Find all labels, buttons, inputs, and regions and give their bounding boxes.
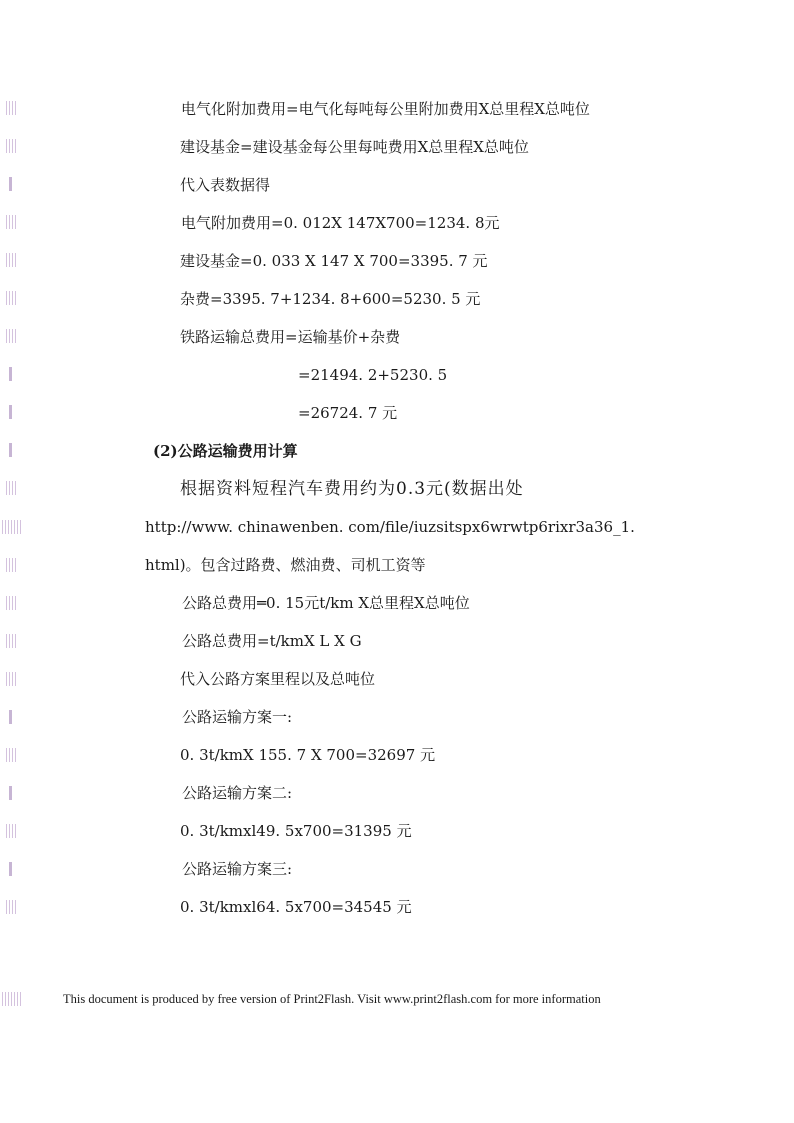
print2flash-footer-notice: This document is produced by free version of Print2Flash. Visit www.print2flash.com for more information bbox=[63, 992, 601, 1006]
margin-artifact bbox=[6, 291, 18, 305]
calc-rail-total-result: =26724. 7 元 bbox=[298, 404, 398, 422]
calc-electrification-fee: 电气附加费用=0. 012X 147X700=1234. 8元 bbox=[181, 214, 500, 232]
margin-artifact bbox=[6, 329, 18, 343]
formula-road-total-rate: 公路总费用═0. 15元t/km X总里程X总吨位 bbox=[182, 594, 470, 612]
margin-artifact bbox=[6, 900, 18, 914]
formula-rail-total: 铁路运输总费用=运输基价+杂费 bbox=[180, 328, 401, 346]
formula-road-total-symbolic: 公路总费用=t/kmX L X G bbox=[182, 632, 362, 650]
calc-misc-fees: 杂费=3395. 7+1234. 8+600=5230. 5 元 bbox=[180, 290, 481, 308]
margin-artifact bbox=[6, 101, 18, 115]
formula-construction-fund: 建设基金=建设基金每公里每吨费用X总里程X总吨位 bbox=[180, 138, 529, 156]
margin-artifact bbox=[9, 443, 12, 457]
margin-artifact bbox=[6, 596, 18, 610]
source-url: http://www. chinawenben. com/file/iuzsitspx6wrwtp6rixr3a36_1. bbox=[145, 518, 635, 536]
margin-artifact bbox=[6, 748, 18, 762]
margin-artifact bbox=[6, 558, 18, 572]
margin-artifact bbox=[9, 405, 12, 419]
paragraph-road-cost-source: 根据资料短程汽车费用约为0.3元(数据出处 bbox=[180, 479, 524, 499]
road-plan-2-calc: 0. 3t/kmxl49. 5x700=31395 元 bbox=[180, 822, 412, 840]
margin-artifact bbox=[9, 710, 12, 724]
margin-artifact bbox=[6, 824, 18, 838]
margin-artifact bbox=[9, 862, 12, 876]
margin-artifact bbox=[9, 177, 12, 191]
text-substitute-road-data: 代入公路方案里程以及总吨位 bbox=[180, 670, 376, 688]
margin-artifact bbox=[6, 139, 18, 153]
road-plan-3-label: 公路运输方案三: bbox=[182, 860, 293, 878]
road-plan-1-calc: 0. 3t/kmX 155. 7 X 700=32697 元 bbox=[180, 746, 436, 764]
paragraph-road-cost-includes: html)。包含过路费、燃油费、司机工资等 bbox=[145, 556, 426, 574]
margin-artifact bbox=[6, 215, 18, 229]
margin-artifact bbox=[6, 672, 18, 686]
calc-rail-total-step1: =21494. 2+5230. 5 bbox=[298, 366, 448, 384]
section-heading-road-cost: (2)公路运输费用计算 bbox=[153, 442, 298, 460]
margin-artifact bbox=[2, 992, 22, 1006]
road-plan-2-label: 公路运输方案二: bbox=[182, 784, 293, 802]
road-plan-3-calc: 0. 3t/kmxl64. 5x700=34545 元 bbox=[180, 898, 412, 916]
margin-artifact bbox=[9, 367, 12, 381]
margin-artifact bbox=[6, 634, 18, 648]
margin-artifact bbox=[9, 786, 12, 800]
formula-electrification-fee: 电气化附加费用=电气化每吨每公里附加费用X总里程X总吨位 bbox=[181, 100, 590, 118]
calc-construction-fund: 建设基金=0. 033 X 147 X 700=3395. 7 元 bbox=[180, 252, 488, 270]
margin-artifact bbox=[6, 253, 18, 267]
margin-artifact bbox=[2, 520, 22, 534]
margin-artifact bbox=[6, 481, 18, 495]
road-plan-1-label: 公路运输方案一: bbox=[182, 708, 293, 726]
text-substitute-table-data: 代入表数据得 bbox=[180, 176, 271, 194]
